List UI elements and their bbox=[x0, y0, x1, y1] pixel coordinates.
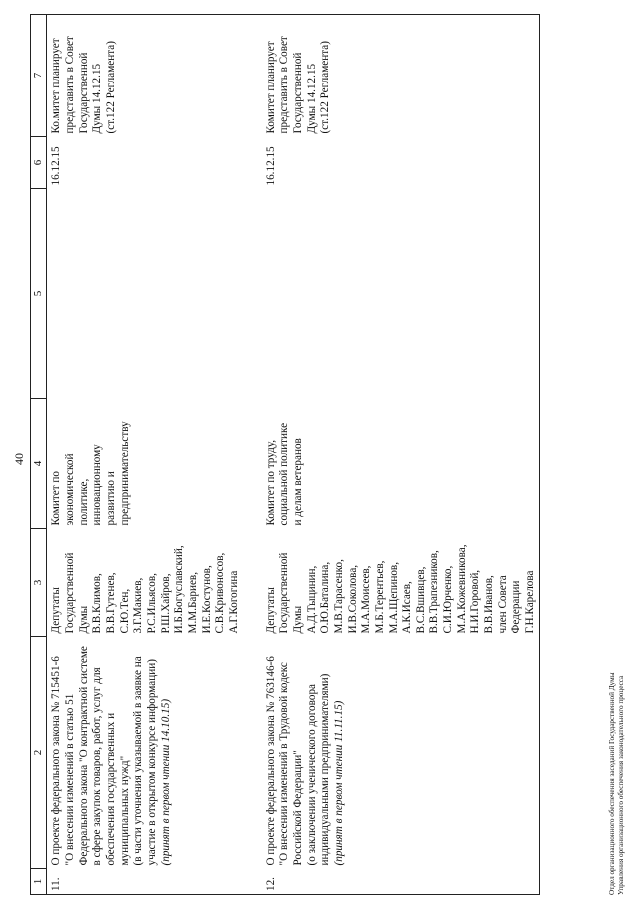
column-5-cell bbox=[47, 189, 243, 399]
text-line: экономической bbox=[64, 453, 77, 526]
text-line: В.В.Трапезников, bbox=[428, 550, 441, 634]
text-line: обеспечения государственных и bbox=[105, 712, 118, 866]
text-line: М.А.Щепинов, bbox=[387, 561, 400, 634]
bill-reading-note: (принят в первом чтении 11.11.15) bbox=[332, 700, 345, 866]
text-line: предпринимательству bbox=[118, 421, 131, 526]
text-line: Думы 14.12.15 bbox=[305, 63, 318, 134]
text-line: М.Б.Терентьев, bbox=[373, 560, 386, 634]
plan-note bbox=[243, 15, 540, 137]
row-number: 11. bbox=[47, 869, 243, 895]
column-header: 3 bbox=[31, 529, 47, 637]
text-line: С.И.Юрченко, bbox=[442, 565, 455, 634]
text-line: Депутаты bbox=[264, 587, 277, 634]
plan-note bbox=[47, 15, 243, 137]
text-line: И.В.Соколова, bbox=[346, 564, 359, 634]
bill-authors bbox=[243, 529, 540, 637]
text-line: муниципальных нужд" bbox=[118, 755, 131, 866]
text-line: М.М.Бариев, bbox=[186, 571, 199, 634]
text-line: И.Е.Костунов, bbox=[200, 565, 213, 634]
text-line: М.В.Тарасенко, bbox=[332, 559, 345, 634]
text-line: М.А.Моисеев, bbox=[360, 565, 373, 634]
text-line: Ко.митет планирует bbox=[50, 38, 63, 134]
text-line: социальной политике bbox=[278, 422, 291, 526]
column-5-cell bbox=[243, 189, 540, 399]
text-line: Федерального закона "О контрактной системе bbox=[77, 646, 90, 866]
text-line: Комитет планирует bbox=[264, 41, 277, 134]
text-line: Р.С.Ильясов, bbox=[146, 573, 158, 634]
text-line: В.В.Иванов, bbox=[483, 575, 496, 634]
text-line: представить в Совет bbox=[278, 36, 291, 134]
text-line: В.С.Вшивцев, bbox=[414, 566, 427, 634]
text-line: Государственной bbox=[291, 52, 304, 134]
text-line: Российской Федерации" bbox=[291, 750, 304, 866]
responsible-committee bbox=[47, 399, 243, 529]
text-line: Государственной bbox=[77, 52, 90, 134]
column-header: 2 bbox=[31, 637, 47, 869]
column-header: 1 bbox=[31, 869, 47, 895]
bill-description bbox=[243, 637, 540, 869]
table-row bbox=[47, 15, 243, 895]
text-line: И.Б.Богуславский, bbox=[173, 545, 186, 634]
text-line: О проекте федерального закона № 763146-6 bbox=[264, 656, 277, 866]
text-line: представить в Совет bbox=[64, 36, 77, 134]
date-cell: 16.12.15 bbox=[50, 146, 63, 186]
column-header: 5 bbox=[31, 189, 47, 399]
text-line: член Совета bbox=[496, 575, 509, 634]
column-header: 6 bbox=[31, 137, 47, 189]
text-line: В.В.Климов, bbox=[91, 573, 104, 634]
text-line: Федерации bbox=[510, 580, 523, 634]
row-number: 12. bbox=[243, 869, 540, 895]
text-line: Государственной bbox=[64, 552, 77, 634]
text-line: инновационному bbox=[91, 444, 104, 526]
column-header: 7 bbox=[31, 15, 47, 137]
column-header: 4 bbox=[31, 399, 47, 529]
text-line: Государственной bbox=[278, 552, 291, 634]
date-cell: 16.12.15 bbox=[243, 137, 540, 189]
text-line: участие в открытом конкурсе информации) bbox=[146, 659, 158, 866]
text-line: "О внесении изменений в Трудовой кодекс bbox=[278, 662, 291, 866]
text-line: Р.Ш.Хайров, bbox=[159, 573, 172, 634]
text-line: З.Г.Макиев, bbox=[132, 577, 145, 634]
footer bbox=[608, 672, 626, 895]
responsible-committee bbox=[243, 399, 540, 529]
text-line: О проекте федерального закона № 715451-6 bbox=[50, 656, 63, 866]
text-line: А.Д.Тыцинин, bbox=[305, 565, 318, 634]
text-line: Думы 14.12.15 bbox=[91, 63, 104, 134]
text-line: А.К.Исаев, bbox=[401, 581, 414, 634]
footer-line: Отдел организационного обеспечения заседаний Государственной Думы bbox=[608, 672, 616, 895]
text-line: О.Ю.Баталина, bbox=[319, 561, 332, 634]
table-header-row bbox=[31, 15, 47, 895]
bill-description bbox=[47, 637, 243, 869]
text-line: индивидуальными предпринимателями) bbox=[319, 673, 332, 866]
text-line: Комитет по bbox=[50, 471, 63, 526]
text-line: Г.Н.Карелова bbox=[524, 570, 537, 634]
text-line: (о заключении ученического договора bbox=[305, 683, 318, 866]
text-line: М.А.Кожевникова, bbox=[455, 544, 468, 634]
text-line: (ст.122 Регламента) bbox=[105, 41, 118, 134]
text-line: В.В.Гутенев, bbox=[105, 572, 118, 634]
page-number: 40 bbox=[12, 453, 26, 465]
text-line: (в части уточнения указываемой в заявке на bbox=[132, 656, 145, 866]
text-line: политике, bbox=[77, 478, 90, 526]
text-line: развитию и bbox=[105, 471, 118, 526]
text-line: (ст.122 Регламента) bbox=[319, 41, 332, 134]
text-line: С.Ю.Тен, bbox=[118, 588, 131, 634]
text-line: в сфере закупок товаров, работ, услуг для bbox=[91, 667, 104, 866]
text-line: А.Г.Когогина bbox=[227, 570, 240, 634]
bill-reading-note: (принят в первом чтении 14.10.15) bbox=[159, 698, 172, 866]
text-line: Н.И.Горовой, bbox=[469, 569, 482, 634]
footer-line: Управления организационного обеспечения законодательного процесса bbox=[617, 675, 625, 895]
table-row bbox=[243, 15, 540, 895]
text-line: Думы bbox=[291, 605, 304, 634]
text-line: и делам ветеранов bbox=[291, 438, 304, 526]
text-line: Думы bbox=[77, 605, 90, 634]
text-line: Комитет по труду, bbox=[264, 439, 277, 526]
text-line: "О внесении изменений в статью 51 bbox=[64, 693, 77, 866]
text-line: Депутаты bbox=[50, 587, 63, 634]
bill-authors bbox=[47, 529, 243, 637]
text-line: С.В.Кривоносов, bbox=[214, 552, 227, 634]
agenda-table bbox=[30, 14, 540, 895]
